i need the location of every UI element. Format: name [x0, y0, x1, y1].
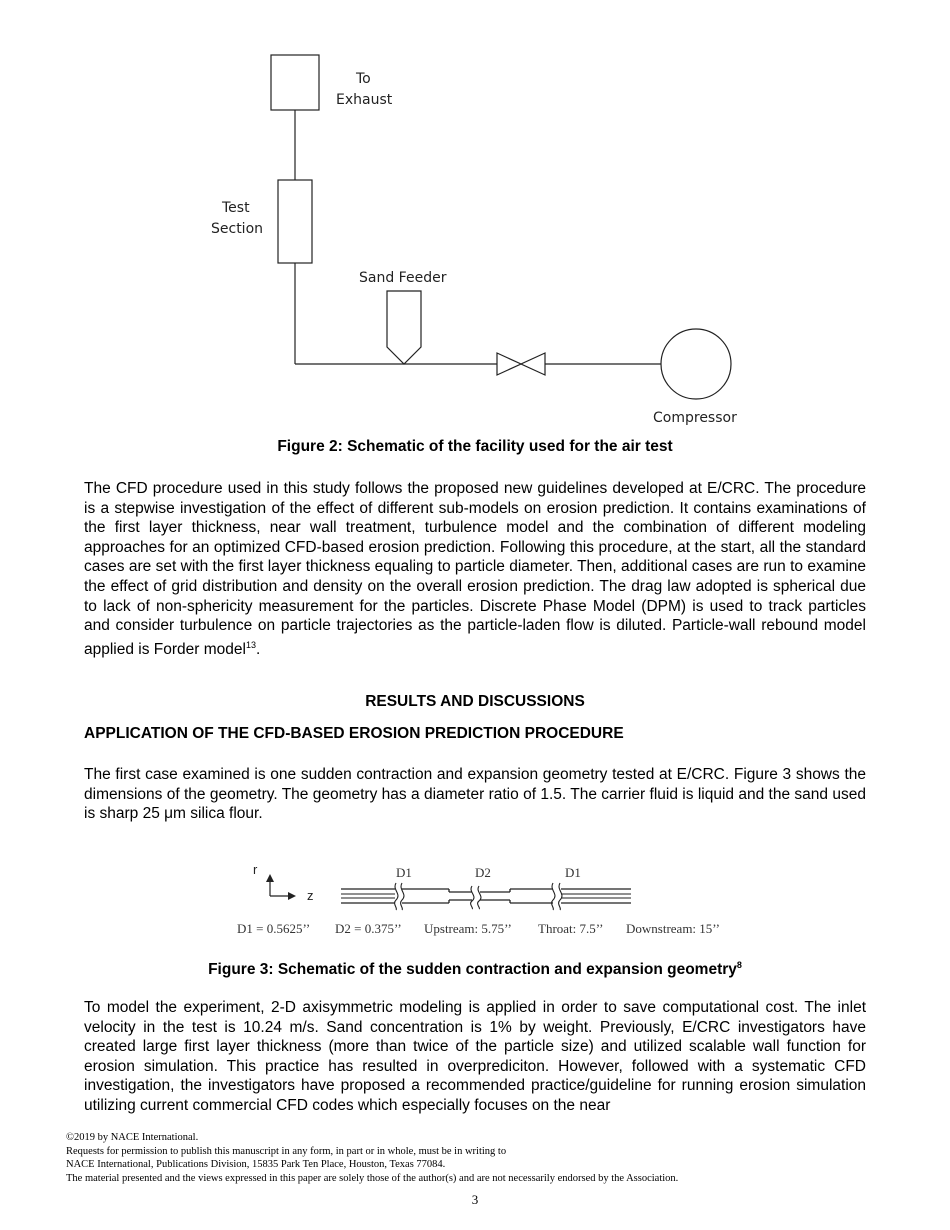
axis-z-label: z — [307, 888, 314, 903]
paragraph-text: The CFD procedure used in this study follows the proposed new guidelines developed at E/CRC. The procedure is a stepwise investigation of the effect of different sub-models on erosion prediction. It contains examinations of the first layer thickness, near wall treatment, turbulence model and the combination of different modeling approaches for an optimized CFD-based erosion prediction. Following this procedure, at the start, all the standard cases are set with the first layer thickness equaling to particle diameter. Then, additional cases are run to examine the effect of grid distribution and density on the overall erosion prediction. The drag law adopted is spherical due to lack of non-sphericity measurement for the particles. Discrete Phase Model (DPM) is used to track particles and consider turbulence on particle trajectories as the particle-laden flow is diluted. Particle-wall rebound model applied is Forder model — [84, 480, 866, 658]
axis-r-label: r — [253, 862, 258, 877]
footer-line-2: Requests for permission to publish this manuscript in any form, in part or in whole, must be in writing to — [66, 1145, 507, 1157]
paragraph-model-experiment: To model the experiment, 2-D axisymmetric modeling is applied in order to save computational cost. The inlet velocity in the test is 10.24 m/s. Sand concentration is 1% by weight. Previously, E/CRC investigators have created large first layer thickness (more than twice of the particle size) and utilized scalable wall function for erosion simulation. This practice has resulted in overprediciton. However, followed with a systematic CFD investigation, the investigators have proposed a recommended practice/guideline for running erosion simulation utilizing current commercial CFD codes which especially focuses on the near — [84, 999, 866, 1114]
paragraph-cfd-procedure — [84, 479, 866, 660]
label-compressor: Compressor — [653, 410, 737, 426]
label-exhaust: Exhaust — [336, 92, 393, 108]
figure-3-geometry — [0, 850, 950, 950]
label-d2: D2 — [475, 865, 491, 880]
paragraph-first-case: The first case examined is one sudden contraction and expansion geometry tested at E/CRC. Figure 3 shows the dimensions of the geometry. The geometry has a diameter ratio of 1.5. The carrier fluid is liquid and the sand used is sharp 25 μm silica flour. — [84, 766, 866, 823]
axis-r-arrowhead — [266, 874, 274, 882]
exhaust-box — [271, 55, 319, 110]
figure-2-schematic — [0, 0, 950, 440]
compressor-circle — [661, 329, 731, 399]
section-heading-results: RESULTS AND DISCUSSIONS — [365, 693, 585, 710]
break-marks — [395, 883, 562, 910]
copyright-footer — [66, 1131, 678, 1185]
dim-d2: D2 = 0.375’’ — [335, 921, 402, 936]
label-d1-downstream: D1 — [565, 865, 581, 880]
axis-z-arrowhead — [288, 892, 296, 900]
label-to: To — [356, 71, 371, 87]
footer-line-4: The material presented and the views expressed in this paper are solely those of the author(s) and are not necessarily endorsed by the Association. — [66, 1172, 679, 1184]
reference-superscript: 13 — [245, 639, 256, 650]
figure-3-caption-text: Figure 3: Schematic of the sudden contraction and expansion geometry — [208, 961, 737, 979]
label-d1-upstream: D1 — [396, 865, 412, 880]
figure-3-caption — [0, 960, 950, 979]
dim-upstream: Upstream: 5.75’’ — [424, 921, 512, 936]
valve-symbol — [497, 353, 545, 375]
footer-line-1: ©2019 by NACE International. — [66, 1132, 199, 1143]
paragraph-end: . — [256, 640, 261, 658]
label-section: Section — [211, 221, 264, 237]
page-number: 3 — [471, 1192, 479, 1207]
label-sand-feeder: Sand Feeder — [359, 270, 447, 286]
label-test: Test — [222, 200, 250, 216]
dim-throat: Throat: 7.5’’ — [538, 921, 604, 936]
figure-2-caption: Figure 2: Schematic of the facility used for the air test — [277, 438, 673, 455]
sand-feeder-hopper — [387, 291, 421, 364]
dim-d1: D1 = 0.5625’’ — [237, 921, 311, 936]
pipe-geometry — [341, 889, 631, 903]
test-section-box — [278, 180, 312, 263]
dim-downstream: Downstream: 15’’ — [626, 921, 720, 936]
footer-line-3: NACE International, Publications Division, 15835 Park Ten Place, Houston, Texas 77084. — [66, 1159, 446, 1171]
subsection-heading-application: APPLICATION OF THE CFD-BASED EROSION PREDICTION PROCEDURE — [84, 725, 624, 742]
figure-3-caption-ref: 8 — [736, 960, 742, 970]
